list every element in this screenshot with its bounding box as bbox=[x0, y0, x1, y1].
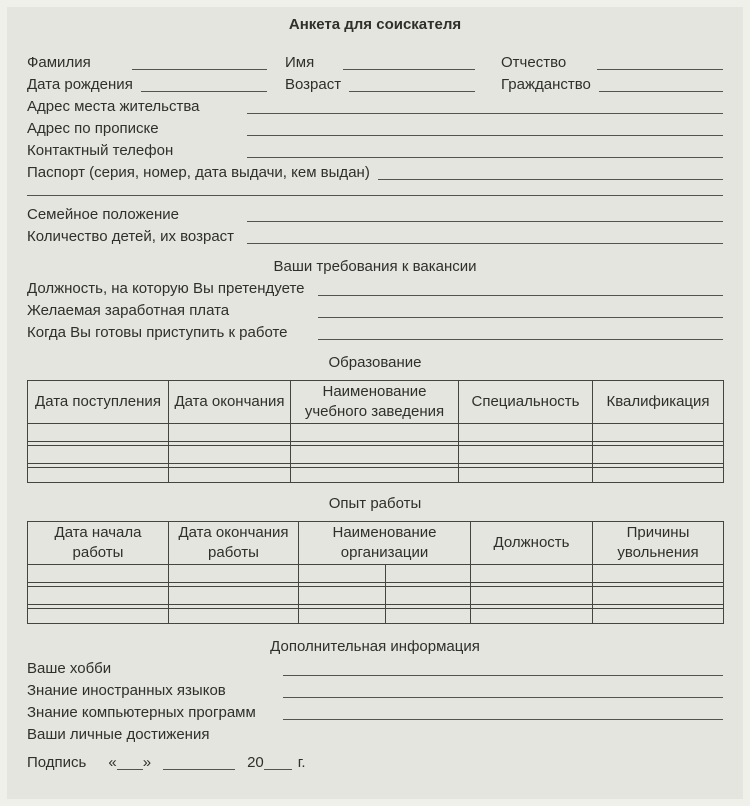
field-phone bbox=[27, 140, 723, 162]
field-registration-address bbox=[27, 118, 723, 140]
education-table-row bbox=[28, 446, 724, 464]
signature-open-quote: « bbox=[108, 754, 117, 771]
surname-label: Фамилия bbox=[27, 54, 91, 71]
row-fio bbox=[27, 52, 723, 74]
signature-label: Подпись bbox=[27, 754, 87, 771]
education-table-row bbox=[28, 424, 724, 442]
section-heading-additional: Дополнительная информация bbox=[270, 638, 480, 655]
section-heading-experience: Опыт работы bbox=[328, 495, 422, 512]
residence-address-input-line[interactable] bbox=[247, 96, 723, 114]
age-label: Возраст bbox=[285, 76, 342, 93]
field-patronymic bbox=[501, 52, 723, 74]
education-cell[interactable] bbox=[593, 424, 724, 442]
experience-col-dismissal-reason: Причины увольнения bbox=[593, 522, 724, 565]
page-title: Анкета для соискателя bbox=[288, 16, 462, 33]
position-input-line[interactable] bbox=[318, 278, 723, 296]
field-marital-status bbox=[27, 204, 723, 226]
signature-year-prefix: 20 bbox=[247, 754, 264, 771]
experience-col-position: Должность bbox=[471, 522, 593, 565]
salary-input-line[interactable] bbox=[318, 300, 723, 318]
registration-address-input-line[interactable] bbox=[247, 118, 723, 136]
experience-header-row bbox=[28, 522, 724, 565]
start-date-label: Когда Вы готовы приступить к работе bbox=[27, 324, 288, 341]
experience-col-start-date: Дата начала работы bbox=[28, 522, 169, 565]
experience-cell[interactable] bbox=[386, 565, 471, 583]
education-cell[interactable] bbox=[593, 468, 724, 483]
row-birth bbox=[27, 74, 723, 96]
software-label: Знание компьютерных программ bbox=[27, 704, 256, 721]
salary-label: Желаемая заработная плата bbox=[27, 302, 230, 319]
software-input-line[interactable] bbox=[283, 702, 723, 720]
experience-cell[interactable] bbox=[28, 565, 169, 583]
experience-cell[interactable] bbox=[169, 609, 299, 624]
experience-table-row bbox=[28, 587, 724, 605]
experience-cell[interactable] bbox=[28, 609, 169, 624]
experience-table bbox=[27, 521, 724, 624]
citizenship-input-line[interactable] bbox=[599, 74, 723, 92]
hobby-input-line[interactable] bbox=[283, 658, 723, 676]
education-cell[interactable] bbox=[459, 446, 593, 464]
name-label: Имя bbox=[285, 54, 315, 71]
experience-cell[interactable] bbox=[386, 587, 471, 605]
birthdate-input-line[interactable] bbox=[141, 74, 267, 92]
field-salary bbox=[27, 300, 723, 322]
passport-label: Паспорт (серия, номер, дата выдачи, кем выдан) bbox=[27, 164, 370, 181]
languages-input-line[interactable] bbox=[283, 680, 723, 698]
education-table-row bbox=[28, 468, 724, 483]
field-languages bbox=[27, 680, 723, 702]
experience-cell[interactable] bbox=[593, 587, 724, 605]
age-input-line[interactable] bbox=[349, 74, 475, 92]
education-header-row bbox=[28, 381, 724, 424]
experience-cell[interactable] bbox=[299, 609, 386, 624]
education-cell[interactable] bbox=[169, 424, 291, 442]
marital-status-input-line[interactable] bbox=[247, 204, 723, 222]
education-cell[interactable] bbox=[291, 424, 459, 442]
field-citizenship bbox=[501, 74, 723, 96]
education-col-institution: Наименование учебного заведения bbox=[291, 381, 459, 424]
field-passport bbox=[27, 162, 723, 184]
experience-table-row bbox=[28, 565, 724, 583]
education-col-admission-date: Дата поступления bbox=[28, 381, 169, 424]
field-software bbox=[27, 702, 723, 724]
surname-input-line[interactable] bbox=[132, 52, 267, 70]
field-achievements bbox=[27, 724, 723, 746]
experience-cell[interactable] bbox=[471, 587, 593, 605]
birthdate-label: Дата рождения bbox=[27, 76, 133, 93]
children-input-line[interactable] bbox=[247, 226, 723, 244]
section-heading-education: Образование bbox=[328, 354, 422, 371]
phone-label: Контактный телефон bbox=[27, 142, 174, 159]
languages-label: Знание иностранных языков bbox=[27, 682, 226, 699]
achievements-label: Ваши личные достижения bbox=[27, 726, 210, 743]
field-age bbox=[285, 74, 475, 96]
experience-cell[interactable] bbox=[169, 565, 299, 583]
start-date-input-line[interactable] bbox=[318, 322, 723, 340]
field-surname bbox=[27, 52, 267, 74]
field-birthdate bbox=[27, 74, 267, 96]
field-children bbox=[27, 226, 723, 248]
registration-address-label: Адрес по прописке bbox=[27, 120, 159, 137]
citizenship-label: Гражданство bbox=[501, 76, 591, 93]
signature-close-quote: » bbox=[142, 754, 152, 771]
education-cell[interactable] bbox=[593, 446, 724, 464]
experience-cell[interactable] bbox=[28, 587, 169, 605]
passport-continuation-line[interactable] bbox=[27, 184, 723, 196]
education-col-graduation-date: Дата окончания bbox=[169, 381, 291, 424]
education-cell[interactable] bbox=[169, 446, 291, 464]
education-cell[interactable] bbox=[28, 468, 169, 483]
education-cell[interactable] bbox=[459, 424, 593, 442]
experience-cell[interactable] bbox=[471, 609, 593, 624]
experience-cell[interactable] bbox=[471, 565, 593, 583]
signature-month-line[interactable] bbox=[163, 752, 235, 770]
experience-cell[interactable] bbox=[299, 565, 386, 583]
passport-continuation bbox=[27, 184, 723, 198]
field-residence-address bbox=[27, 96, 723, 118]
experience-cell[interactable] bbox=[593, 609, 724, 624]
children-label: Количество детей, их возраст bbox=[27, 228, 235, 245]
education-col-specialty: Специальность bbox=[459, 381, 593, 424]
experience-cell[interactable] bbox=[593, 565, 724, 583]
position-label: Должность, на которую Вы претендуете bbox=[27, 280, 305, 297]
experience-cell[interactable] bbox=[299, 587, 386, 605]
experience-cell[interactable] bbox=[169, 587, 299, 605]
section-heading-vacancy: Ваши требования к вакансии bbox=[273, 258, 477, 275]
passport-input-line[interactable] bbox=[378, 162, 723, 180]
field-position bbox=[27, 278, 723, 300]
experience-table-row bbox=[28, 609, 724, 624]
marital-status-label: Семейное положение bbox=[27, 206, 179, 223]
patronymic-label: Отчество bbox=[501, 54, 567, 71]
education-col-qualification: Квалификация bbox=[593, 381, 724, 424]
signature-row bbox=[27, 752, 723, 774]
field-hobby bbox=[27, 658, 723, 680]
education-cell[interactable] bbox=[291, 468, 459, 483]
education-table bbox=[27, 380, 724, 483]
experience-col-organization: Наименование организации bbox=[299, 522, 471, 565]
signature-year-suffix: г. bbox=[297, 754, 306, 771]
patronymic-input-line[interactable] bbox=[597, 52, 723, 70]
field-start-date bbox=[27, 322, 723, 344]
experience-col-end-date: Дата окончания работы bbox=[169, 522, 299, 565]
experience-cell[interactable] bbox=[386, 609, 471, 624]
education-cell[interactable] bbox=[291, 446, 459, 464]
education-cell[interactable] bbox=[28, 446, 169, 464]
signature-year-line[interactable] bbox=[264, 752, 292, 770]
residence-address-label: Адрес места жительства bbox=[27, 98, 200, 115]
education-cell[interactable] bbox=[28, 424, 169, 442]
name-input-line[interactable] bbox=[343, 52, 475, 70]
signature-day-line[interactable] bbox=[117, 752, 143, 770]
education-cell[interactable] bbox=[169, 468, 291, 483]
hobby-label: Ваше хобби bbox=[27, 660, 112, 677]
education-cell[interactable] bbox=[459, 468, 593, 483]
phone-input-line[interactable] bbox=[247, 140, 723, 158]
field-name bbox=[285, 52, 475, 74]
